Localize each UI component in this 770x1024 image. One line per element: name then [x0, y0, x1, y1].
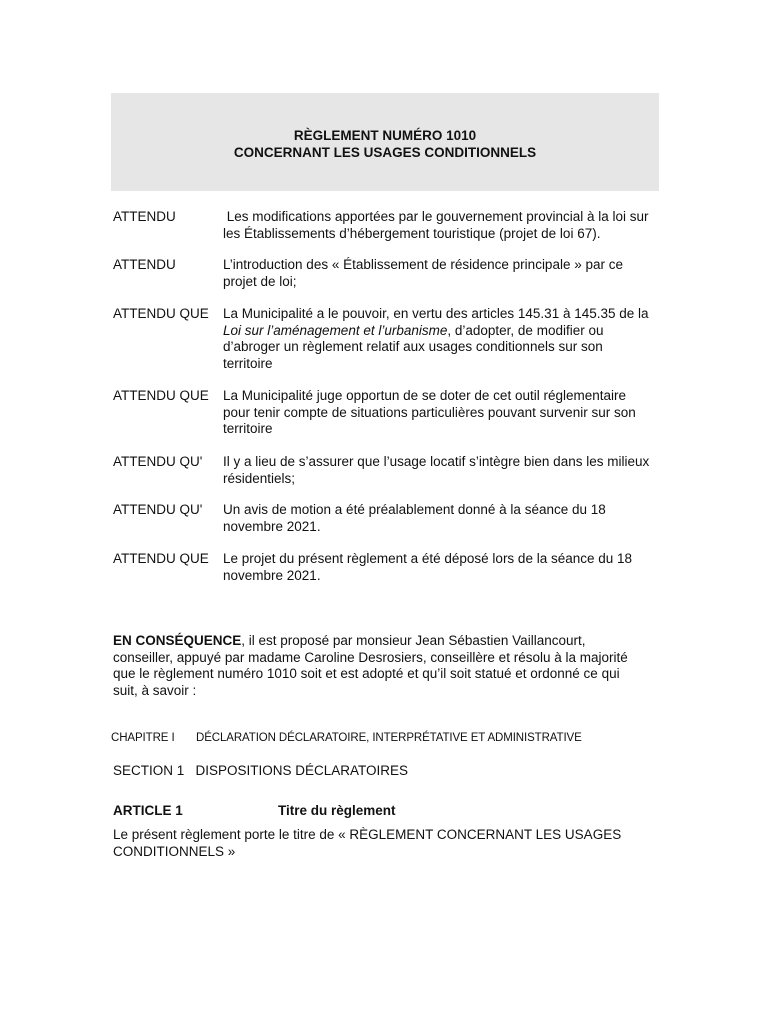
- law-title-italic: Loi sur l’aménagement et l’urbanisme: [223, 322, 448, 338]
- consequence-lead: EN CONSÉQUENCE: [113, 633, 242, 648]
- title-line-2: CONCERNANT LES USAGES CONDITIONNELS: [233, 145, 537, 160]
- consequence-text: , il est proposé par monsieur Jean Sébastien Vaillancourt, conseiller, appuyé par madame Caroline Desrosiers, conseillère et résolu à la majorité que le règlement numéro 1010 soit et est adopté et qu’il soit statué et ordonné ce qui suit, à savoir :: [113, 633, 628, 698]
- article-heading: [113, 803, 653, 820]
- consideration-text: Il y a lieu de s’assurer que l’usage locatif s’intègre bien dans les milieux résidentiels;: [223, 454, 650, 486]
- consideration-text-after: , d’adopter, de modifier ou d’abroger un règlement relatif aux usages conditionnels sur son territoire: [223, 322, 604, 371]
- consideration-label: ATTENDU QUE: [113, 388, 209, 403]
- article-title: Titre du règlement: [278, 803, 396, 818]
- consideration-text: Un avis de motion a été préalablement donné à la séance du 18 novembre 2021.: [223, 502, 606, 534]
- consideration-text: Le projet du présent règlement a été déposé lors de la séance du 18 novembre 2021.: [223, 551, 633, 583]
- consideration-label: ATTENDU: [113, 209, 176, 224]
- consideration-text-before: La Municipalité a le pouvoir, en vertu des articles 145.31 à 145.35 de la: [223, 306, 649, 321]
- consideration-text: Les modifications apportées par le gouvernement provincial à la loi sur les Établissements d’hébergement touristique (projet de loi 67).: [223, 209, 653, 241]
- consideration-text: La Municipalité juge opportun de se doter de cet outil réglementaire pour tenir compte de situations particulières pouvant survenir sur son territoire: [223, 388, 636, 436]
- consideration-label: ATTENDU QUE: [113, 306, 209, 321]
- article-body: Le présent règlement porte le titre de « RÈGLEMENT CONCERNANT LES USAGES CONDITIONNELS »: [113, 827, 622, 859]
- section-heading: SECTION 1 DISPOSITIONS DÉCLARATOIRES: [113, 763, 409, 778]
- consideration-text: L’introduction des « Établissement de résidence principale » par ce projet de loi;: [223, 257, 623, 289]
- consideration-label: ATTENDU QUE: [113, 551, 209, 566]
- chapter-number: CHAPITRE I: [111, 732, 175, 744]
- chapter-heading: [111, 731, 582, 745]
- article-number: ARTICLE 1: [113, 803, 183, 818]
- consideration-label: ATTENDU QU': [113, 454, 203, 469]
- consideration-text: [223, 306, 653, 372]
- consideration-label: ATTENDU: [113, 257, 176, 272]
- title-line-1: RÈGLEMENT NUMÉRO 1010: [293, 128, 477, 143]
- chapter-title: DÉCLARATION DÉCLARATOIRE, INTERPRÉTATIVE ET ADMINISTRATIVE: [196, 732, 582, 744]
- consideration-label: ATTENDU QU': [113, 502, 203, 517]
- consequence-paragraph: [113, 633, 648, 699]
- title-banner: [111, 93, 659, 191]
